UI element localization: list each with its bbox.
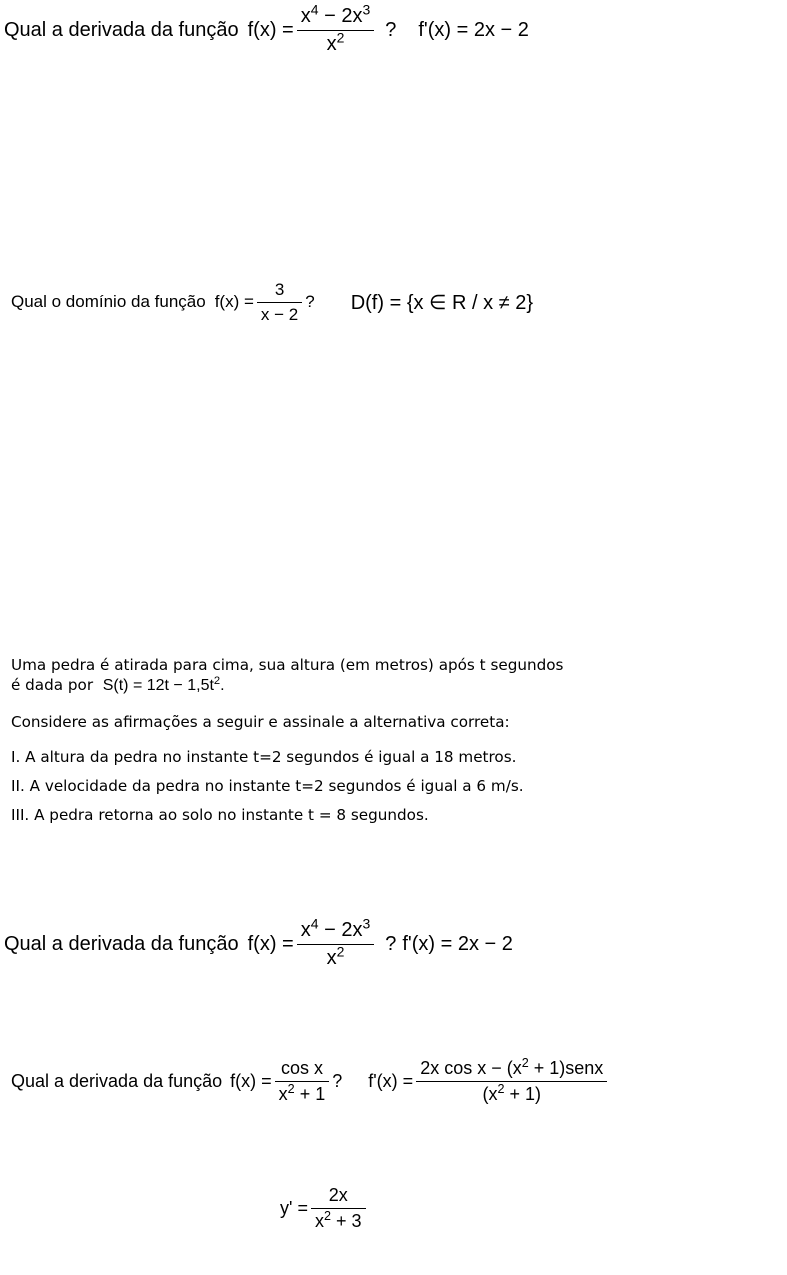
- q4-lhs: f(x) =: [247, 933, 294, 955]
- q3-statement-2: II. A velocidade da pedra no instante t=2 segundos é igual a 6 m/s.: [11, 777, 524, 796]
- q2-question-mark: ?: [305, 292, 315, 312]
- q5-answer-fraction: $\frac{2x \cos x - (x^2 + 1)senx}{(x^2 + 1)}$: [416, 1058, 607, 1104]
- q4-answer: f'(x) = 2x − 2: [402, 933, 513, 955]
- q3-statement-3: III. A pedra retorna ao solo no instante t = 8 segundos.: [11, 805, 429, 824]
- q3-statement-1: I. A altura da pedra no instante t=2 segundos é igual a 18 metros.: [11, 748, 517, 767]
- question-3: [11, 656, 563, 826]
- formula-y-prime: [280, 1185, 369, 1231]
- q4-question-mark: ?: [385, 933, 397, 955]
- q3-equation: $S(t) = 12t - 1,5t^2$.: [102, 674, 225, 694]
- question-2: [11, 280, 533, 324]
- q1-fraction: $\frac{x^4 - 2x^3}{x^2}$: [297, 5, 375, 56]
- q2-lhs: f(x) =: [214, 292, 254, 312]
- q6-lhs: y' =: [280, 1197, 308, 1218]
- q1-question: Qual a derivada da função: [4, 19, 239, 41]
- q2-answer: D(f) = {x ∈ R / x ≠ 2}: [350, 291, 534, 314]
- question-1: [4, 1, 529, 56]
- q5-answer-lhs: f'(x) =: [368, 1070, 414, 1091]
- question-4: [4, 915, 513, 970]
- q3-line1: Uma pedra é atirada para cima, sua altura (em metros) após t segundos: [11, 656, 564, 674]
- q2-fraction: $\frac{3}{x - 2}$: [257, 280, 302, 324]
- q1-lhs: f(x) =: [247, 19, 294, 41]
- q1-question-mark: ?: [385, 19, 397, 41]
- q3-consider: Considere as afirmações a seguir e assinale a alternativa correta:: [11, 712, 510, 731]
- q5-fraction: $\frac{\text{cos x}}{x^2 + 1}$: [275, 1058, 330, 1104]
- q2-question: Qual o domínio da função: [11, 292, 206, 312]
- q4-fraction: $\frac{x^4 - 2x^3}{x^2}$: [297, 919, 375, 970]
- q5-question: Qual a derivada da função: [11, 1070, 223, 1091]
- q3-line2: é dada por $S(t) = 12t - 1,5t^2$.: [11, 674, 225, 694]
- q4-question: Qual a derivada da função: [4, 933, 239, 955]
- q5-lhs: f(x) =: [230, 1070, 272, 1091]
- q1-answer: f'(x) = 2x − 2: [418, 19, 529, 41]
- question-5: [11, 1058, 610, 1104]
- q5-question-mark: ?: [332, 1070, 343, 1091]
- q6-fraction: $\frac{2x}{x^2 + 3}$: [311, 1185, 366, 1231]
